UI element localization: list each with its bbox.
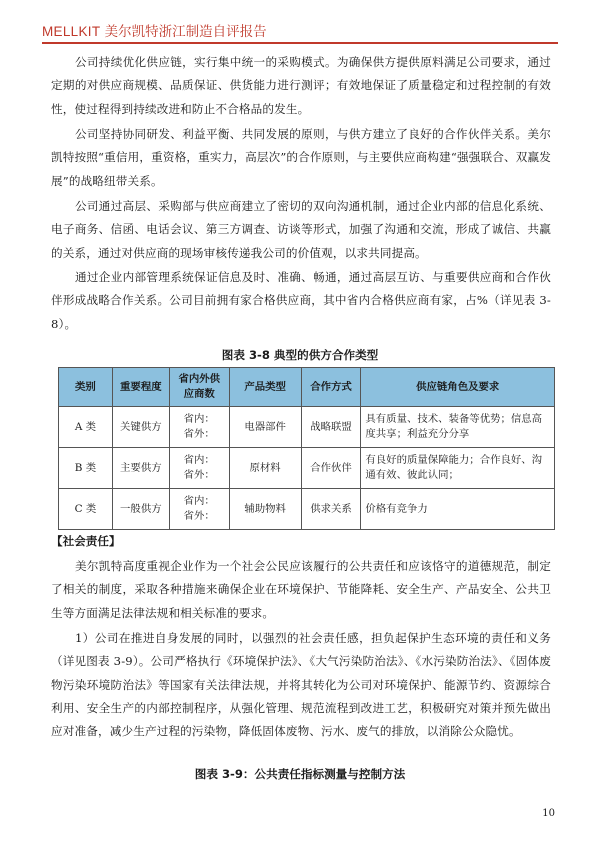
count-out-province: 省外： — [183, 428, 215, 440]
cell-importance: 关键供方 — [112, 407, 169, 448]
cell-supplier-count — [169, 407, 229, 448]
count-out-province: 省外： — [183, 469, 215, 481]
table-row — [59, 448, 555, 489]
cell-cooperation-mode: 战略联盟 — [301, 407, 361, 448]
figure-caption: 图表 3-9：公共责任指标测量与控制方法 — [194, 767, 406, 781]
cell-product-type: 电器部件 — [229, 407, 301, 448]
brand-title — [42, 20, 267, 40]
brand-name-en: MELLKIT — [42, 24, 101, 39]
header-divider — [42, 42, 558, 44]
page-header — [42, 14, 558, 40]
page-number: 10 — [542, 808, 555, 819]
header-cooperation-mode: 合作方式 — [301, 368, 361, 407]
paragraph-social-responsibility: 美尔凯特高度重视企业作为一个社会公民应该履行的公共责任和应该恪守的道德规范，制定了相关的制度，采取各种措施来确保企业在环境保护、节能降耗、安全生产、产品安全、公共卫生等方面满足法律法规和相关标准的要求。 — [51, 559, 551, 620]
count-out-province: 省外： — [183, 510, 215, 522]
cell-cooperation-mode: 供求关系 — [301, 489, 361, 530]
paragraph-communication: 公司通过高层、采购部与供应商建立了密切的双向沟通机制，通过企业内部的信息化系统、电子商务、信函、电话会议、第三方调查、访谈等形式，加强了沟通和交流，形成了诚信、共赢的关系，通过对供应商的现场审核传递我公司的价值观，以求共同提高。 — [51, 199, 551, 260]
header-category: 类别 — [59, 368, 113, 407]
cell-supplier-count — [169, 489, 229, 530]
header-importance: 重要程度 — [112, 368, 169, 407]
cell-role-requirements: 具有质量、技术、装备等优势；信息高度共享；利益充分分享 — [361, 407, 555, 448]
table-row — [59, 489, 555, 530]
cell-category: A 类 — [59, 407, 113, 448]
section-title-social-responsibility: 【社会责任】 — [51, 534, 121, 548]
cell-product-type: 辅助物料 — [229, 489, 301, 530]
paragraph-strategic-partners: 通过企业内部管理系统保证信息及时、准确、畅通，通过高层互访、与重要供应商和合作伙伴形成战略合作关系。公司目前拥有家合格供应商，其中省内合格供应商有家，占%（详见表 3-8）。 — [51, 270, 551, 331]
count-in-province: 省内： — [183, 454, 215, 466]
table-row — [59, 407, 555, 448]
cell-importance: 一般供方 — [112, 489, 169, 530]
table-header-row — [59, 368, 555, 407]
report-title: 美尔凯特浙江制造自评报告 — [104, 24, 267, 40]
header-role-requirements: 供应链角色及要求 — [361, 368, 555, 407]
count-in-province: 省内： — [183, 495, 215, 507]
cell-role-requirements: 有良好的质量保障能力；合作良好、沟通有效、彼此认同； — [361, 448, 555, 489]
count-in-province: 省内： — [183, 413, 215, 425]
cell-role-requirements: 价格有竞争力 — [361, 489, 555, 530]
cell-supplier-count — [169, 448, 229, 489]
paragraph-environmental-protection: 1）公司在推进自身发展的同时，以强烈的社会责任感，担负起保护生态环境的责任和义务（详见图表 3-9）。公司严格执行《环境保护法》、《大气污染防治法》、《水污染防治法》、《固体废物污染环境防治法》等国家有关法律法规，并将其转化为公司对环境保护、能源节约、资源综合利用、安全生产的内部控制程序，从强化管理、规范流程到改进工艺，积极研究对策并预先做出应对准备，减少生产过程的污染物，降低固体废物、污水、废气的排放，以消除公众隐忧。 — [51, 631, 551, 739]
cell-category: C 类 — [59, 489, 113, 530]
header-product-type: 产品类型 — [229, 368, 301, 407]
supplier-table — [58, 367, 555, 530]
header-supplier-count: 省内外供应商数 — [169, 368, 229, 407]
paragraph-partnership: 公司坚持协同研发、利益平衡、共同发展的原则，与供方建立了良好的合作伙伴关系。美尔凯特按照“重信用，重资格，重实力，高层次”的合作原则，与主要供应商构建“强强联合、双赢发展”的战略纽带关系。 — [51, 127, 551, 188]
cell-category: B 类 — [59, 448, 113, 489]
table-caption: 图表 3-8 典型的供方合作类型 — [221, 348, 379, 362]
cell-product-type: 原材料 — [229, 448, 301, 489]
cell-cooperation-mode: 合作伙伴 — [301, 448, 361, 489]
paragraph-supply-chain: 公司持续优化供应链，实行集中统一的采购模式。为确保供方提供原料满足公司要求，通过定期的对供应商规模、品质保证、供货能力进行测评；有效地保证了质量稳定和过程控制的有效性，使过程得到持续改进和防止不合格品的发生。 — [51, 55, 551, 116]
cell-importance: 主要供方 — [112, 448, 169, 489]
